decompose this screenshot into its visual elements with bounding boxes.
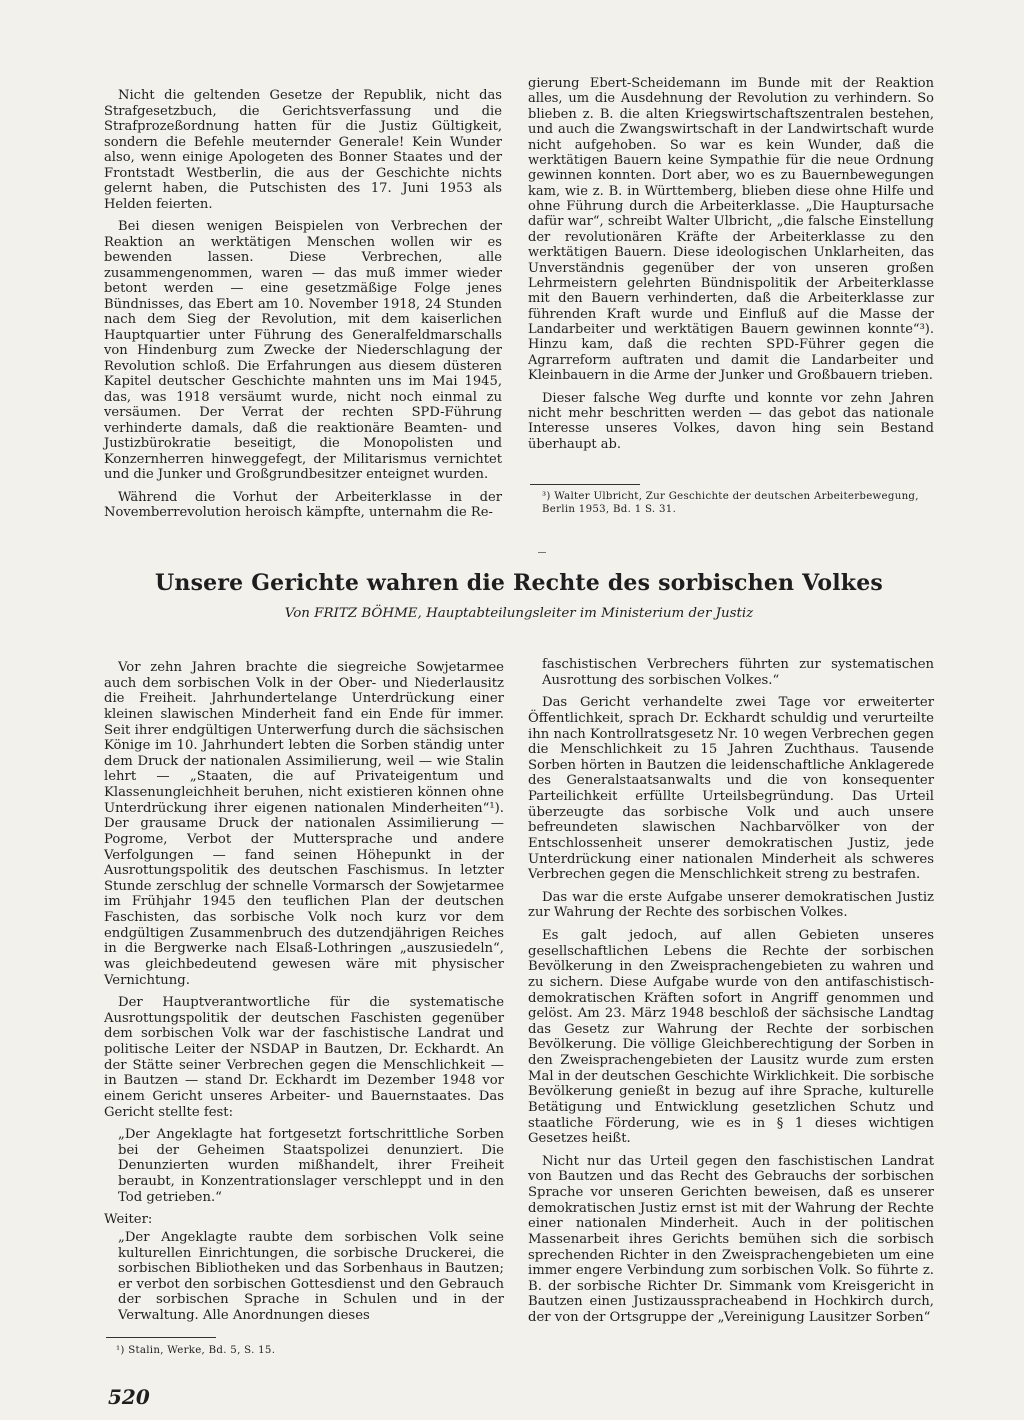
paragraph: Vor zehn Jahren brachte die siegreiche Sowjetarmee auch dem sorbischen Volk in der Ober- und Niederlausitz die Freiheit. Jahrhundertelange Unterdrückung einer kleinen slawischen Minderheit fand ein Ende für immer. Seit ihrer endgültigen Unterwerfung durch die sächsischen Könige im 10. Jahrhundert lebten die Sorben ständig unter dem Druck der nationalen Assimilierung, weil — wie Stalin lehrt — „Staaten, die auf Privateigentum und Klassenungleichheit beruhen, nicht existieren können ohne Unterdrückung ihrer eigenen nationalen Minderheiten“¹). Der grausame Druck der nationalen Assimilierung — Pogrome, Verbot der Muttersprache und andere Verfolgungen — fand seinen Höhepunkt in der Ausrottungspolitik des deutschen Faschismus. In letzter Stunde zerschlug der schnelle Vormarsch der Sowjetarmee im Frühjahr 1945 den teuflichen Plan der deutschen Faschisten, das sorbische Volk noch kurz vor dem endgültigen Zusammenbruch des dutzendjährigen Reiches in die Bergwerke nach Elsaß-Lothringen „auszusiedeln“, was gleichbedeutend gewesen wäre mit physischer Vernichtung. xyxy=(104,660,504,988)
paragraph: Während die Vorhut der Arbeiterklasse in der Novemberrevolution heroisch kämpfte, unternahm die Re- xyxy=(104,489,502,520)
court-quote-end: faschistischen Verbrechers führten zur systematischen Ausrottung des sorbischen Volkes.“ xyxy=(542,657,934,688)
court-quote: „Der Angeklagte hat fortgesetzt fortschrittliche Sorben bei der Geheimen Staatspolizei denunziert. Die Denunzierten wurden mißhandelt, ihrer Freiheit beraubt, in Konzentrationslager verschleppt und in den Tod getrieben.“ xyxy=(118,1127,504,1205)
byline-prefix: Von xyxy=(284,606,310,621)
weiter-label: Weiter: xyxy=(104,1212,153,1228)
separator-mark xyxy=(538,552,546,553)
footnote-rule xyxy=(530,484,640,485)
paragraph: Es galt jedoch, auf allen Gebieten unseres gesellschaftlichen Lebens die Rechte der sorbischen Bevölkerung in den Zweisprachengebieten zu wahren und zu sichern. Diese Aufgabe wurde von den antifaschistisch-demokratischen Kräften sofort in Angriff genommen und gelöst. Am 23. März 1948 beschloß der sächsische Landtag das Gesetz zur Wahrung der Rechte der sorbischen Bevölkerung. Die völlige Gleichberechtigung der Sorben in den Zweisprachengebieten der Lausitz wurde zum ersten Mal in der deutschen Geschichte Wirklichkeit. Die sorbische Bevölkerung genießt in bezug auf ihre Sprache, kulturelle Betätigung und Entwicklung gesetzlichen Schutz und staatliche Förderung, wie es in § 1 dieses wichtigen Gesetzes heißt. xyxy=(528,928,934,1147)
paragraph: Dieser falsche Weg durfte und konnte vor zehn Jahren nicht mehr beschritten werden — das gebot das nationale Interesse unseres Volkes, davon hing sein Bestand überhaupt ab. xyxy=(528,390,934,452)
article-byline xyxy=(104,606,934,621)
article-left-column xyxy=(104,660,504,1331)
paragraph: Nicht die geltenden Gesetze der Republik, nicht das Strafgesetzbuch, die Gerichtsverfassung und die Strafprozeßordnung hatten für die Justiz Gültigkeit, sondern die Befehle meuternder Generale! Kein Wunder also, wenn einige Apologeten des Bonner Staates und der Frontstadt Westberlin, die aus der Geschichte nichts gelernt haben, die Putschisten des 17. Juni 1953 als Helden feierten. xyxy=(104,88,502,212)
paragraph: Der Hauptverantwortliche für die systematische Ausrottungspolitik der deutschen Faschisten gegenüber dem sorbischen Volk war der faschistische Landrat und politische Leiter der NSDAP in Bautzen, Dr. Eckhardt. An der Stätte seiner Verbrechen gegen die Menschlichkeit — in Bautzen — stand Dr. Eckhardt im Dezember 1948 vor einem Gericht unseres Arbeiter- und Bauernstaates. Das Gericht stellte fest: xyxy=(104,995,504,1120)
footnote-rule xyxy=(106,1337,216,1338)
paragraph: Nicht nur das Urteil gegen den faschistischen Landrat von Bautzen und das Recht des Gebrauchs der sorbischen Sprache vor unseren Gerichten beweisen, daß es unserer demokratischen Justiz ernst ist mit der Wahrung der Rechte einer nationalen Minderheit. Auch in der politischen Massenarbeit ihres Gerichts bemühen sich die sorbisch sprechenden Richter in den Zweisprachengebieten um eine immer engere Verbindung zum sorbischen Volk. So führte z. B. der sorbische Richter Dr. Simmank vom Kreisgericht in Bautzen einen Justizaussprachеabend in Hochkirch durch, der von der Ortsgruppe der „Vereinigung Lausitzer Sorben“ xyxy=(528,1153,934,1325)
paragraph: Bei diesen wenigen Beispielen von Verbrechen der Reaktion an werktätigen Menschen wollen wir es bewenden lassen. Diese Verbrechen, alle zusammengenommen, waren — das muß immer wieder betont werden — eine gesetzmäßige Folge jenes Bündnisses, das Ebert am 10. November 1918, 24 Stunden nach dem Sieg der Revolution, mit dem kaiserlichen Hauptquartier unter Führung des Generalfeldmarschalls von Hindenburg zum Zwecke der Niederschlagung der Revolution schloß. Die Erfahrungen aus diesem düsteren Kapitel deutscher Geschichte mahnten uns im Mai 1945, das, was 1918 versäumt wurde, nicht noch einmal zu versäumen. Der Verrat der rechten SPD-Führung verhinderte damals, daß die reaktionäre Beamten- und Justizbürokratie beseitigt, die Monopolisten und Konzernherren hinweggefegt, der Militarismus vernichtet und die Junker und Großgrundbesitzer enteignet wurden. xyxy=(104,219,502,482)
article-right-column xyxy=(528,657,934,1333)
page-number: 520 xyxy=(108,1385,150,1409)
court-quote: „Der Angeklagte raubte dem sorbischen Volk seine kulturellen Einrichtungen, die sorbische Druckerei, die sorbischen Bibliotheken und das Sorbenhaus in Bautzen; er verbot den sorbischen Gottesdienst und den Gebrauch der sorbischen Sprache in Schulen und in der Verwaltung. Alle Anordnungen dieses xyxy=(118,1229,504,1323)
footnote-text: ¹) Stalin, Werke, Bd. 5, S. 15. xyxy=(116,1345,276,1356)
byline-role: Hauptabteilungsleiter im Ministerium der Justiz xyxy=(426,606,754,621)
footnote-3 xyxy=(542,490,932,516)
paragraph: Das Gericht verhandelte zwei Tage vor erweiterter Öffentlichkeit, sprach Dr. Eckhardt schuldig und verurteilte ihn nach Kontrollratsgesetz Nr. 10 wegen Verbrechen gegen die Menschlichkeit zu 15 Jahren Zuchthaus. Tausende Sorben hörten in Bautzen die leidenschaftliche Anklagerede des Generalstaatsanwalts und die von konsequenter Parteilichkeit erfüllte Urteilsbegründung. Das Urteil überzeugte das sorbische Volk und auch unsere befreundeten slawischen Nachbarvölker von der Entschlossenheit unserer demokratischen Justiz, jede Unterdrückung einer nationalen Minderheit als schweres Verbrechen gegen die Menschlichkeit streng zu bestrafen. xyxy=(528,695,934,883)
paragraph: Das war die erste Aufgabe unserer demokratischen Justiz zur Wahrung der Rechte des sorbischen Volkes. xyxy=(528,889,934,921)
top-right-column xyxy=(528,76,934,459)
footnote-text: ³) Walter Ulbricht, Zur Geschichte der deutschen Arbeiterbewegung, Berlin 1953, Bd. 1 S. 31. xyxy=(542,491,919,515)
byline-author: FRITZ BÖHME, xyxy=(314,606,422,621)
top-left-column xyxy=(104,88,502,528)
article-title: Unsere Gerichte wahren die Rechte des sorbischen Volkes xyxy=(154,570,884,596)
paragraph: gierung Ebert-Scheidemann im Bunde mit der Reaktion alles, um die Ausdehnung der Revolution zu verhindern. So blieben z. B. die alten Kriegswirtschaftszentralen bestehen, und auch die Zwangswirtschaft in der Landwirtschaft wurde nicht aufgehoben. So war es kein Wunder, daß die werktätigen Bauern keine Sympathie für die neue Ordnung gewinnen konnten. Dort aber, wo es zu Bauernbewegungen kam, wie z. B. in Württemberg, blieben diese ohne Hilfe und ohne Führung durch die Arbeiterklasse. „Die Hauptursache dafür war“, schreibt Walter Ulbricht, „die falsche Einstellung der revolutionären Kräfte der Arbeiterklasse zu den werktätigen Bauern. Diese ideologischen Unklarheiten, das Unverständnis gegenüber der von unseren großen Lehrmeistern gelehrten Bündnispolitik der Arbeiterklasse mit den Bauern verhinderten, daß die Arbeiterklasse zur führenden Kraft wurde und Einfluß auf die Masse der Landarbeiter und werktätigen Bauern gewinnen konnte“³). Hinzu kam, daß die rechten SPD-Führer gegen die Agrarreform auftraten und damit die Landarbeiter und Kleinbauern in die Arme der Junker und Großbauern trieben. xyxy=(528,76,934,384)
footnote-1 xyxy=(116,1344,496,1357)
